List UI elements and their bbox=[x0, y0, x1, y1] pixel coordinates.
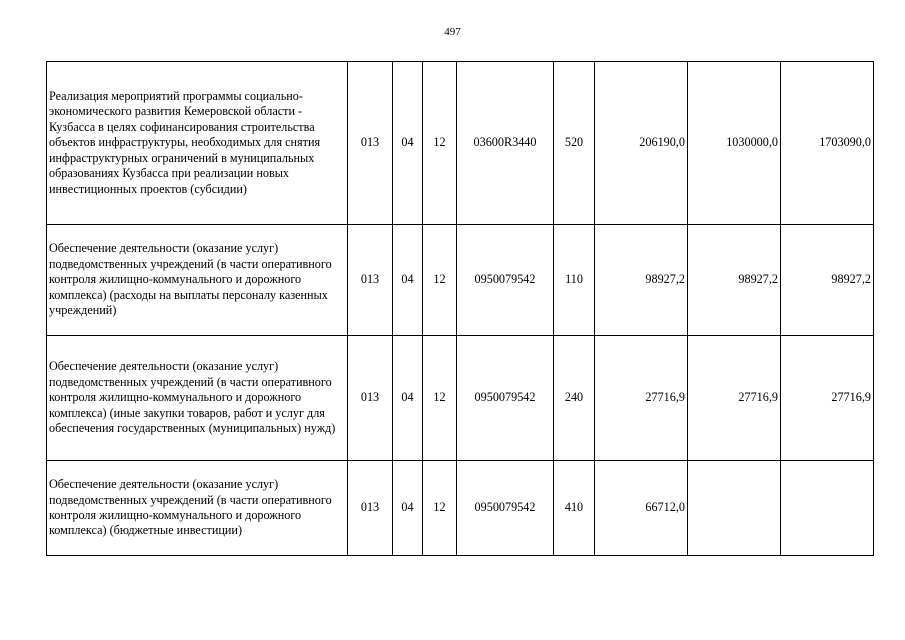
amount-year-1: 206190,0 bbox=[595, 62, 688, 225]
subsection-code: 12 bbox=[423, 225, 457, 336]
budget-table bbox=[46, 61, 874, 556]
ministry-code: 013 bbox=[348, 336, 393, 461]
subsection-code: 12 bbox=[423, 336, 457, 461]
amount-year-2 bbox=[688, 461, 781, 556]
ministry-code: 013 bbox=[348, 62, 393, 225]
target-article-code: 0950079542 bbox=[457, 461, 554, 556]
expense-type-code: 410 bbox=[554, 461, 595, 556]
amount-year-3: 27716,9 bbox=[781, 336, 874, 461]
section-code: 04 bbox=[393, 225, 423, 336]
amount-year-1: 27716,9 bbox=[595, 336, 688, 461]
row-description: Обеспечение деятельности (оказание услуг) подведомственных учреждений (в части оперативного контроля жилищно-коммунального и дорожного комплекса) (расходы на выплаты персоналу казенных учреждений) bbox=[47, 225, 348, 336]
amount-year-2: 27716,9 bbox=[688, 336, 781, 461]
amount-year-2: 98927,2 bbox=[688, 225, 781, 336]
target-article-code: 0950079542 bbox=[457, 336, 554, 461]
table-row bbox=[47, 461, 874, 556]
ministry-code: 013 bbox=[348, 225, 393, 336]
expense-type-code: 110 bbox=[554, 225, 595, 336]
section-code: 04 bbox=[393, 336, 423, 461]
section-code: 04 bbox=[393, 62, 423, 225]
subsection-code: 12 bbox=[423, 461, 457, 556]
amount-year-1: 98927,2 bbox=[595, 225, 688, 336]
amount-year-3 bbox=[781, 461, 874, 556]
subsection-code: 12 bbox=[423, 62, 457, 225]
amount-year-3: 1703090,0 bbox=[781, 62, 874, 225]
table-row bbox=[47, 62, 874, 225]
amount-year-2: 1030000,0 bbox=[688, 62, 781, 225]
row-description: Реализация мероприятий программы социально-экономического развития Кемеровской области - Кузбасса в целях софинансирования строительства объектов инфраструктуры, необходимых для снятия инфраструктурных ограничений в муниципальных образованиях Кузбасса при реализации новых инвестиционных проектов (субсидии) bbox=[47, 62, 348, 225]
expense-type-code: 520 bbox=[554, 62, 595, 225]
page-number: 497 bbox=[444, 26, 461, 38]
amount-year-3: 98927,2 bbox=[781, 225, 874, 336]
row-description: Обеспечение деятельности (оказание услуг) подведомственных учреждений (в части оперативного контроля жилищно-коммунального и дорожного комплекса) (бюджетные инвестиции) bbox=[47, 461, 348, 556]
table-row bbox=[47, 336, 874, 461]
row-description: Обеспечение деятельности (оказание услуг) подведомственных учреждений (в части оперативного контроля жилищно-коммунального и дорожного комплекса) (иные закупки товаров, работ и услуг для обеспечения государственных (муниципальных) нужд) bbox=[47, 336, 348, 461]
target-article-code: 0950079542 bbox=[457, 225, 554, 336]
ministry-code: 013 bbox=[348, 461, 393, 556]
table-row bbox=[47, 225, 874, 336]
expense-type-code: 240 bbox=[554, 336, 595, 461]
section-code: 04 bbox=[393, 461, 423, 556]
amount-year-1: 66712,0 bbox=[595, 461, 688, 556]
target-article-code: 03600R3440 bbox=[457, 62, 554, 225]
